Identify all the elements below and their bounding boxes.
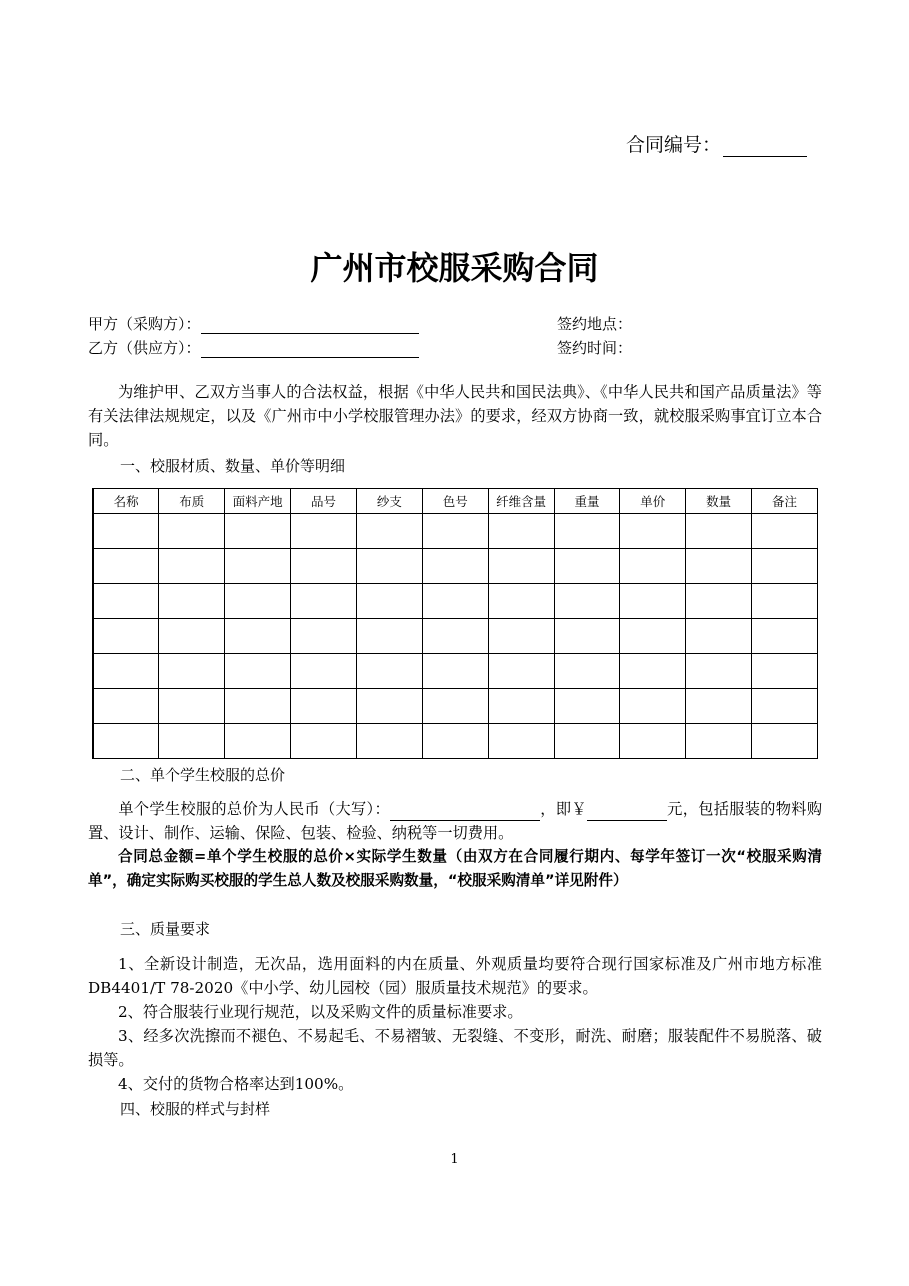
col-header-unit-price: 单价 [620,489,686,514]
intro-paragraph: 为维护甲、乙双方当事人的合法权益，根据《中华人民共和国民法典》、《中华人民共和国产品质量法》等有关法律法规规定，以及《广州市中小学校服管理办法》的要求，经双方协商一致，就校服采购事宜订立本合同。 [88,383,822,449]
table-cell [554,549,620,584]
table-cell [422,584,488,619]
price-text-2: ，即￥ [539,800,587,818]
table-cell [422,654,488,689]
spec-table [92,488,818,759]
table-cell [93,654,159,689]
table-cell [159,619,225,654]
contract-number [626,130,807,157]
table-cell [225,549,291,584]
table-cell [554,689,620,724]
table-cell [291,689,357,724]
col-header-quantity: 数量 [686,489,752,514]
price-text-3: 元，包括服装的物料购置、设计、制作、运输、保险、包装、检验、纳税等一切费用。 [88,800,823,842]
table-row [93,549,818,584]
table-cell [620,724,686,759]
party-a [88,313,419,334]
table-cell [554,619,620,654]
table-cell [93,689,159,724]
party-b-blank [201,341,419,358]
table-cell [93,584,159,619]
table-cell [752,619,818,654]
section-2-heading: 二、单个学生校服的总价 [120,766,286,784]
table-cell [686,584,752,619]
table-row [93,724,818,759]
table-cell [686,689,752,724]
contract-number-blank [723,138,807,157]
table-cell [422,689,488,724]
total-amount-paragraph: 合同总金额=单个学生校服的总价×实际学生数量（由双方在合同履行期内、每学年签订一次“校服采购清单”，确定实际购买校服的学生总人数及校服采购数量，“校服采购清单”详见附件） [88,848,822,889]
section-4-heading: 四、校服的样式与封样 [120,1100,271,1118]
document-title: 广州市校服采购合同 [310,249,599,287]
table-row [93,584,818,619]
table-cell [291,514,357,549]
col-header-yarn-count: 纱支 [356,489,422,514]
col-header-fabric: 布质 [159,489,225,514]
price-paragraph [88,797,822,845]
table-cell [291,724,357,759]
table-cell [554,654,620,689]
table-cell [93,549,159,584]
table-cell [356,514,422,549]
col-header-item-no: 品号 [291,489,357,514]
table-cell [159,514,225,549]
table-cell [291,549,357,584]
table-cell [686,514,752,549]
party-a-label: 甲方（采购方）： [88,315,201,333]
table-row [93,689,818,724]
table-cell [225,724,291,759]
table-cell [620,514,686,549]
table-cell [752,724,818,759]
table-cell [291,584,357,619]
table-cell [554,514,620,549]
table-cell [422,514,488,549]
table-cell [752,549,818,584]
table-cell [93,514,159,549]
table-cell [356,619,422,654]
table-cell [620,654,686,689]
sign-time: 签约时间： [557,339,633,357]
table-cell [225,514,291,549]
table-cell [225,654,291,689]
table-cell [620,549,686,584]
table-cell [554,584,620,619]
table-row [93,619,818,654]
table-cell [752,654,818,689]
col-header-name: 名称 [93,489,159,514]
table-cell [356,584,422,619]
table-cell [422,619,488,654]
table-cell [488,724,554,759]
quality-item-2: 2、符合服装行业现行规范，以及采购文件的质量标准要求。 [118,1003,523,1021]
table-cell [488,514,554,549]
table-cell [686,654,752,689]
col-header-weight: 重量 [554,489,620,514]
contract-number-label: 合同编号： [626,134,722,156]
table-cell [422,549,488,584]
sign-place: 签约地点： [557,315,633,333]
table-cell [488,654,554,689]
table-cell [752,584,818,619]
section-1-heading: 一、校服材质、数量、单价等明细 [120,457,346,475]
col-header-origin: 面料产地 [225,489,291,514]
table-cell [686,619,752,654]
col-header-remarks: 备注 [752,489,818,514]
col-header-fiber: 纤维含量 [488,489,554,514]
table-cell [291,619,357,654]
price-text-1: 单个学生校服的总价为人民币（大写）： [118,800,390,818]
spec-table-header-row [93,489,818,514]
party-a-blank [201,317,419,334]
table-cell [356,549,422,584]
page-number: 1 [450,1152,459,1167]
table-row [93,514,818,549]
table-cell [488,689,554,724]
table-cell [488,584,554,619]
table-cell [752,689,818,724]
table-cell [554,724,620,759]
col-header-color-no: 色号 [422,489,488,514]
quality-item-1: 1、全新设计制造，无次品，选用面料的内在质量、外观质量均要符合现行国家标准及广州市地方标准DB4401/T 78-2020《中小学、幼儿园校（园）服质量技术规范》的要求。 [88,955,822,997]
table-cell [620,584,686,619]
table-cell [159,724,225,759]
table-cell [686,724,752,759]
section-3-heading: 三、质量要求 [120,920,211,938]
price-words-blank [390,804,540,821]
table-cell [620,689,686,724]
table-cell [225,619,291,654]
table-cell [159,689,225,724]
party-b-label: 乙方（供应方）： [88,339,201,357]
table-cell [225,689,291,724]
table-cell [752,514,818,549]
party-b [88,337,419,358]
price-number-blank [587,804,667,821]
table-cell [159,584,225,619]
table-cell [422,724,488,759]
table-cell [225,584,291,619]
table-cell [356,724,422,759]
table-cell [291,654,357,689]
table-cell [620,619,686,654]
table-cell [159,654,225,689]
quality-item-3: 3、经多次洗擦而不褪色、不易起毛、不易褶皱、无裂缝、不变形，耐洗、耐磨；服装配件不易脱落、破损等。 [88,1027,822,1069]
quality-item-4: 4、交付的货物合格率达到100%。 [118,1075,354,1093]
table-cell [159,549,225,584]
table-row [93,654,818,689]
table-cell [93,619,159,654]
table-cell [356,689,422,724]
table-cell [356,654,422,689]
table-cell [686,549,752,584]
table-cell [488,549,554,584]
table-cell [488,619,554,654]
table-cell [93,724,159,759]
